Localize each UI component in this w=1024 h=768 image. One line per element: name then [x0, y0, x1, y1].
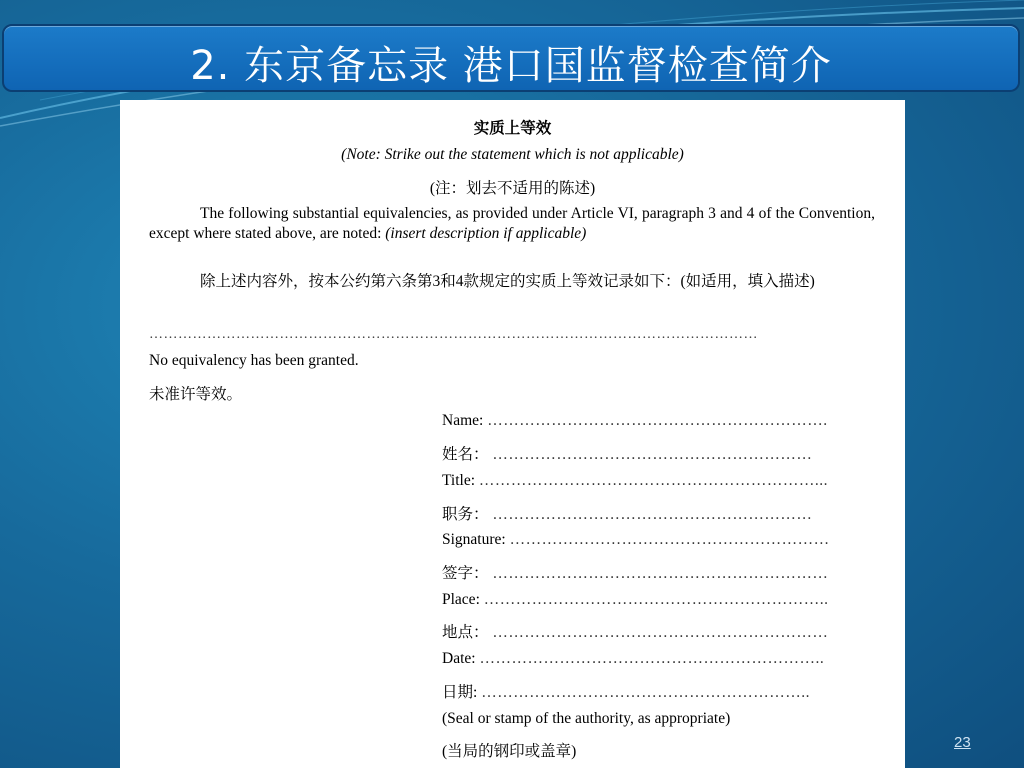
doc-field-label: Name: [442, 412, 484, 429]
doc-field-label: Signature: [442, 531, 506, 548]
doc-field-date [442, 650, 872, 668]
doc-field-date-zh [442, 680, 872, 702]
doc-field-dots: ………………………………………………………... [478, 472, 829, 489]
doc-note-zh: (注：划去不适用的陈述) [429, 180, 596, 197]
doc-paragraph-en-main: The following substantial equivalencies, as provided under Article VI, paragraph 3 and 4 of the Convention, except where stated above, are noted: [149, 205, 875, 242]
doc-field-dots: …………………………………………………… [509, 531, 830, 548]
doc-no-equivalency-en: No equivalency has been granted. [149, 352, 359, 369]
doc-field-label: 地点： [442, 624, 489, 641]
doc-field-label: 职务： [442, 506, 489, 523]
doc-field-label: 签字： [442, 565, 489, 582]
doc-field-name-zh [442, 442, 872, 464]
doc-field-signature [442, 531, 872, 549]
doc-field-label: 日期: [442, 684, 478, 701]
doc-paragraph-en-italic: (insert description if applicable) [385, 225, 587, 242]
doc-field-label: Date: [442, 650, 476, 667]
doc-field-dots: ………………………………………………………. [487, 412, 828, 429]
doc-seal-zh: (当局的钢印或盖章) [442, 743, 577, 760]
doc-field-dots: …………………………………………………… [492, 446, 813, 463]
doc-paragraph-en [149, 204, 875, 244]
doc-field-dots: ……………………………………………………….. [479, 650, 825, 667]
doc-note-en: (Note: Strike out the statement which is not applicable) [341, 146, 684, 163]
doc-field-name [442, 412, 872, 430]
doc-heading: 实质上等效 [473, 120, 552, 137]
doc-field-label: 姓名： [442, 446, 489, 463]
doc-field-place [442, 591, 872, 609]
doc-field-place-zh [442, 620, 872, 642]
doc-field-title-zh [442, 502, 872, 524]
document-image [120, 100, 905, 768]
page-number[interactable]: 23 [954, 734, 971, 751]
doc-no-equivalency-zh: 未准许等效。 [149, 386, 243, 403]
slide-title-bar [2, 24, 1020, 92]
doc-dotted-line: ……………………………………………………………………………………………………………… [149, 327, 758, 342]
doc-field-title [442, 472, 872, 490]
doc-field-dots: …………………………………………………… [492, 506, 813, 523]
doc-field-signature-zh [442, 561, 872, 583]
doc-field-label: Title: [442, 472, 476, 489]
doc-field-dots: …………………………………………………….. [481, 684, 810, 701]
doc-paragraph-zh: 除上述内容外，按本公约第六条第3和4款规定的实质上等效记录如下：(如适用，填入描述) [200, 273, 815, 290]
doc-seal-en: (Seal or stamp of the authority, as appropriate) [442, 710, 731, 727]
doc-field-dots: ……………………………………………………… [492, 624, 829, 641]
doc-field-dots: ……………………………………………………… [492, 565, 829, 582]
slide-title: 2. 东京备忘录 港口国监督检查简介 [190, 43, 832, 89]
doc-field-dots: ……………………………………………………….. [483, 591, 829, 608]
doc-field-label: Place: [442, 591, 480, 608]
